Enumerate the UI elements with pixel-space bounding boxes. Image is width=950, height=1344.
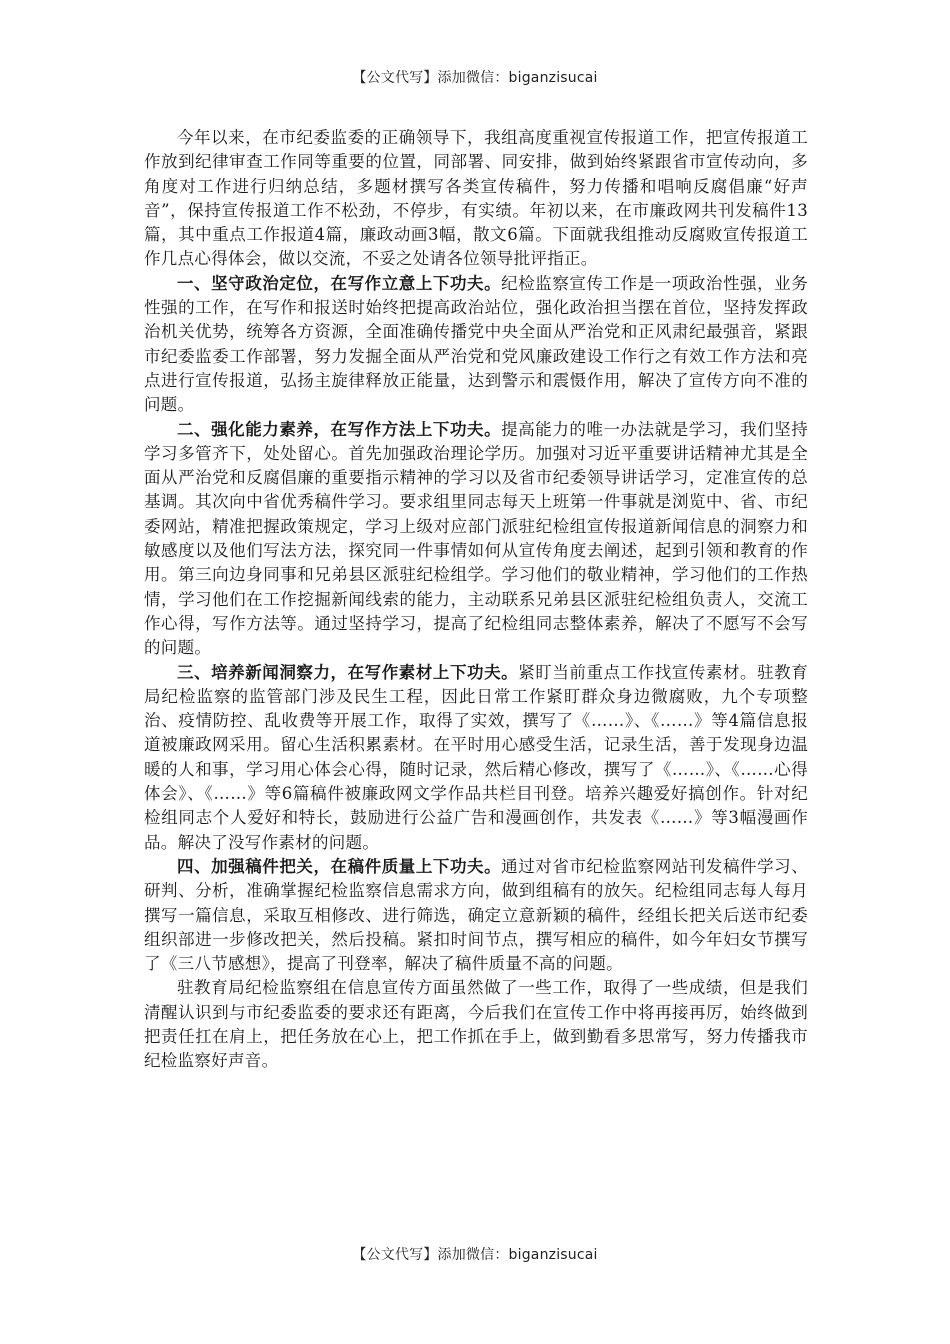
section-paragraph-1 [144, 272, 808, 418]
section-heading: 一、坚守政治定位，在写作立意上下功夫。 [177, 273, 502, 293]
section-heading: 三、培养新闻洞察力，在写作素材上下功夫。 [177, 662, 519, 682]
section-heading: 二、强化能力素养，在写作方法上下功夫。 [177, 419, 502, 439]
page-footer: 【公文代写】添加微信：biganzisucai [352, 1247, 598, 1263]
section-text: 提高能力的唯一办法就是学习，我们坚持学习多管齐下，处处留心。首先加强政治理论学历。加强对习近平重要讲话精神尤其是全面从严治党和反腐倡廉的重要指示精神的学习以及省市纪委领导讲话学习，定准宣传的总基调。其次向中省优秀稿件学习。要求组里同志每天上班第一件事就是浏览中、省、市纪委网站，精准把握政策规定，学习上级对应部门派驻纪检组宣传报道新闻信息的洞察力和敏感度以及他们写法方法，探究同一件事情如何从宣传角度去阐述，起到引领和教育的作用。第三向边身同事和兄弟县区派驻纪检组学。学习他们的敬业精神，学习他们的工作热情，学习他们在工作挖掘新闻线索的能力，主动联系兄弟县区派驻纪检组负责人，交流工作心得，写作方法等。通过坚持学习，提高了纪检组同志整体素养，解决了不愿写不会写的问题。 [144, 419, 808, 658]
section-paragraph-4 [144, 855, 808, 976]
section-heading: 四、加强稿件把关，在稿件质量上下功夫。 [177, 856, 502, 876]
section-paragraph-2 [144, 418, 808, 661]
section-text: 纪检监察宣传工作是一项政治性强，业务性强的工作，在写作和报送时始终把提高政治站位，强化政治担当摆在首位，坚持发挥政治机关优势，统筹各方资源，全面准确传播党中央全面从严治党和正风肃纪最强音，紧跟市纪委监委工作部署，努力发掘全面从严治党和党风廉政建设工作行之有效工作方法和亮点进行宣传报道，弘扬主旋律释放正能量，达到警示和震慑作用，解决了宣传方向不准的问题。 [144, 273, 808, 415]
closing-paragraph: 驻教育局纪检监察组在信息宣传方面虽然做了一些工作，取得了一些成绩，但是我们清醒认识到与市纪委监委的要求还有距离，今后我们在宣传工作中将再接再厉，始终做到把责任扛在肩上，把任务放在心上，把工作抓在手上，做到勤看多思常写，努力传播我市纪检监察好声音。 [144, 978, 808, 1071]
section-text: 通过对省市纪检监察网站刊发稿件学习、研判、分析，准确掌握纪检监察信息需求方向，做到组稿有的放矢。纪检组同志每人每月撰写一篇信息，采取互相修改、进行筛选，确定立意新颖的稿件，经组长把关后送市纪委组织部进一步修改把关，然后投稿。紧扣时间节点，撰写相应的稿件，如今年妇女节撰写了《三八节感想》，提高了刊登率，解决了稿件质量不高的问题。 [144, 856, 808, 974]
intro-paragraph: 今年以来，在市纪委监委的正确领导下，我组高度重视宣传报道工作，把宣传报道工作放到纪律审查工作同等重要的位置，同部署、同安排，做到始终紧跟省市宣传动向，多角度对工作进行归纳总结，多题材撰写各类宣传稿件，努力传播和唱响反腐倡廉“好声音”，保持宣传报道工作不松劲，不停步，有实绩。年初以来，在市廉政网共刊发稿件13篇，其中重点工作报道4篇，廉政动画3幅，散文6篇。下面就我组推动反腐败宣传报道工作几点心得体会，做以交流，不妥之处请各位领导批评指正。 [144, 128, 808, 269]
section-paragraph-3 [144, 661, 808, 855]
section-text: 紧盯当前重点工作找宣传素材。驻教育局纪检监察的监管部门涉及民生工程，因此日常工作紧盯群众身边微腐败，九个专项整治、疫情防控、乱收费等开展工作，取得了实效，撰写了《……》、《……》等4篇信息报道被廉政网采用。留心生活积累素材。在平时用心感受生活，记录生活，善于发现身边温暖的人和事，学习用心体会心得，随时记录，然后精心修改，撰写了《……》、《……心得体会》、《……》等6篇稿件被廉政网文学作品共栏目刊登。培养兴趣爱好搞创作。针对纪检组同志个人爱好和特长，鼓励进行公益广告和漫画创作，共发表《……》等3幅漫画作品。解决了没写作素材的问题。 [144, 662, 808, 852]
document-body [144, 126, 808, 1074]
page-header: 【公文代写】添加微信：biganzisucai [352, 70, 598, 86]
